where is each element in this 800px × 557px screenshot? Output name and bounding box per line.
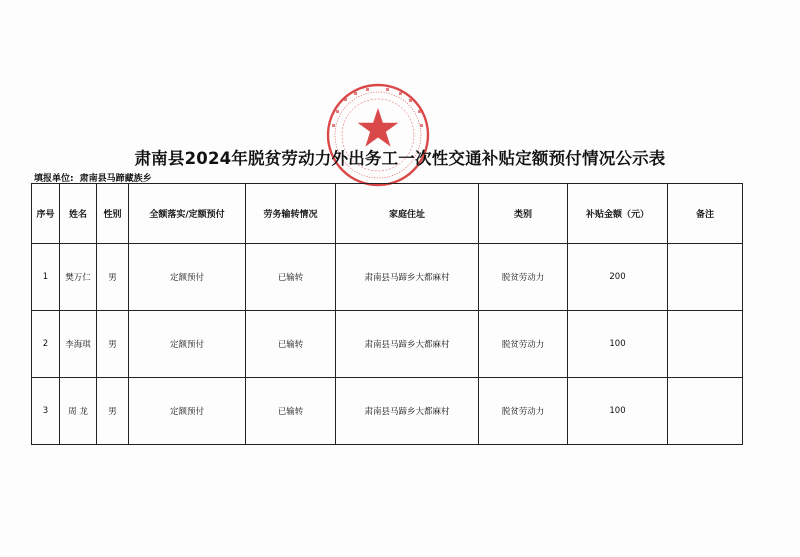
- header-cell: 全额落实/定额预付: [129, 184, 246, 244]
- row-payment: 定额预付: [129, 244, 246, 311]
- row-amount: 100: [568, 378, 668, 445]
- row-amount: 200: [568, 244, 668, 311]
- row-category: 脱贫劳动力: [479, 244, 568, 311]
- official-seal-stamp: [314, 82, 442, 188]
- row-name: 樊万仁: [60, 244, 97, 311]
- table-row: [32, 311, 743, 378]
- row-number: 3: [32, 378, 60, 445]
- row-category: 脱贫劳动力: [479, 378, 568, 445]
- row-category: 脱贫劳动力: [479, 311, 568, 378]
- table-row: [32, 378, 743, 445]
- header-cell: 类别: [479, 184, 568, 244]
- row-name: 周 龙: [60, 378, 97, 445]
- row-payment: 定额预付: [129, 311, 246, 378]
- header-cell: 家庭住址: [336, 184, 479, 244]
- row-transfer: 已输转: [246, 378, 336, 445]
- row-address: 肃南县马蹄乡大都麻村: [336, 311, 479, 378]
- row-number: 2: [32, 311, 60, 378]
- subsidy-table: [31, 183, 743, 445]
- header-cell: 性别: [97, 184, 129, 244]
- header-cell: 姓名: [60, 184, 97, 244]
- row-remark: [668, 378, 743, 445]
- row-gender: 男: [97, 378, 129, 445]
- row-payment: 定额预付: [129, 378, 246, 445]
- table-row: [32, 244, 743, 311]
- header-cell: 劳务输转情况: [246, 184, 336, 244]
- table-header-row: [32, 184, 743, 244]
- row-gender: 男: [97, 244, 129, 311]
- header-cell: 补贴金额（元）: [568, 184, 668, 244]
- document-title: 肃南县2024年脱贫劳动力外出务工一次性交通补贴定额预付情况公示表: [134, 149, 666, 168]
- filler-unit-value: 肃南县马蹄藏族乡: [79, 174, 152, 184]
- row-gender: 男: [97, 311, 129, 378]
- row-remark: [668, 311, 743, 378]
- row-name: 李海琪: [60, 311, 97, 378]
- row-transfer: 已输转: [246, 244, 336, 311]
- row-transfer: 已输转: [246, 311, 336, 378]
- filler-unit-label: 填报单位:: [34, 174, 74, 184]
- header-cell: 备注: [668, 184, 743, 244]
- row-amount: 100: [568, 311, 668, 378]
- header-cell: 序号: [32, 184, 60, 244]
- row-remark: [668, 244, 743, 311]
- row-number: 1: [32, 244, 60, 311]
- row-address: 肃南县马蹄乡大都麻村: [336, 378, 479, 445]
- row-address: 肃南县马蹄乡大都麻村: [336, 244, 479, 311]
